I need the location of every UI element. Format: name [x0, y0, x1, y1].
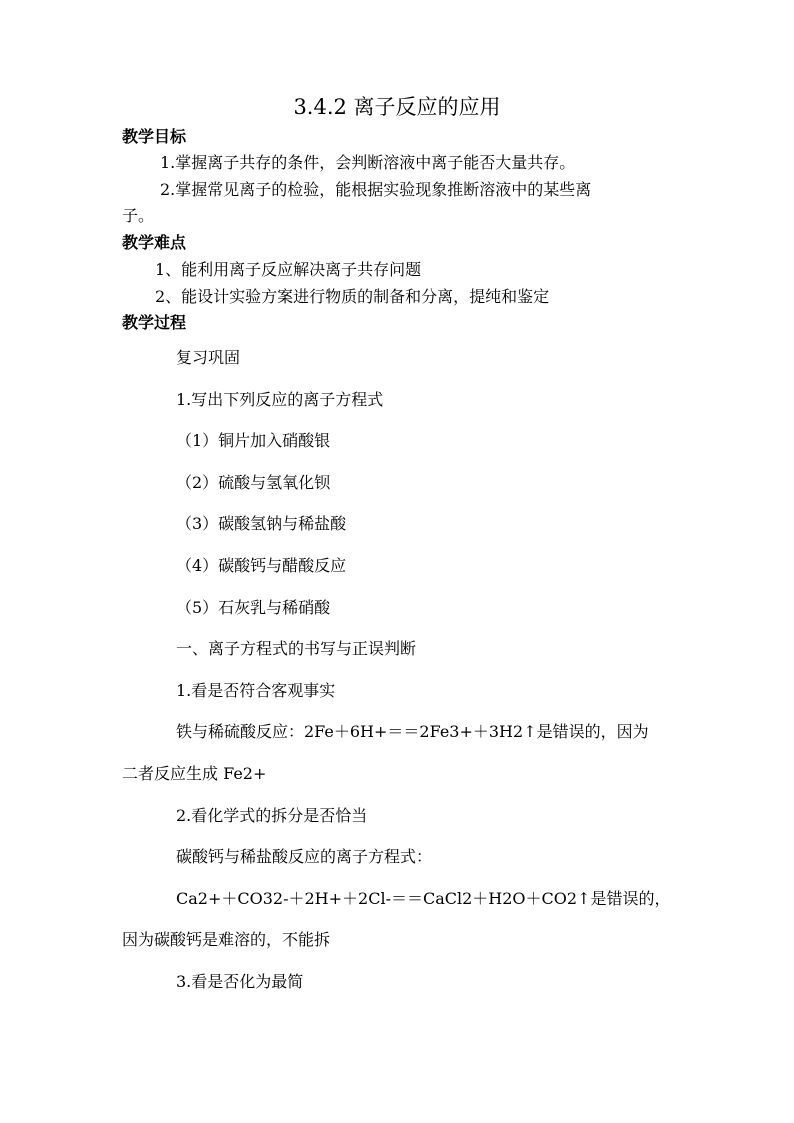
- review-heading: 复习巩固: [176, 348, 241, 367]
- check-3: 3.看是否化为最简: [176, 972, 304, 991]
- example-2-intro: 碳酸钙与稀盐酸反应的离子方程式：: [176, 847, 433, 866]
- check-2: 2.看化学式的拆分是否恰当: [176, 806, 368, 825]
- teaching-goals-heading: 教学目标: [122, 127, 187, 146]
- list-item: （5）石灰乳与稀硝酸: [176, 598, 331, 617]
- teaching-difficulty-heading: 教学难点: [122, 233, 187, 252]
- example-1-line-2: 二者反应生成 Fe2+: [122, 764, 267, 783]
- list-item: （2）硫酸与氢氧化钡: [176, 473, 331, 492]
- difficulty-2: 2、能设计实验方案进行物质的制备和分离，提纯和鉴定: [155, 287, 550, 306]
- example-2-line-2: 因为碳酸钙是难溶的，不能拆: [122, 930, 331, 949]
- teaching-process-heading: 教学过程: [122, 313, 187, 332]
- goal-1: 1.掌握离子共存的条件，会判断溶液中离子能否大量共存。: [160, 153, 576, 172]
- check-1: 1.看是否符合客观事实: [176, 681, 336, 700]
- list-item: （4）碳酸钙与醋酸反应: [176, 556, 347, 575]
- part-1-heading: 一、离子方程式的书写与正误判断: [176, 639, 417, 658]
- example-1-line-1: 铁与稀硫酸反应：2Fe＋6H+＝＝2Fe3+＋3H2↑是错误的，因为: [176, 722, 649, 741]
- example-2-line-1: Ca2+＋CO32-＋2H+＋2Cl-＝＝CaCl2＋H2O＋CO2↑是错误的，: [176, 889, 671, 908]
- goal-2-line-1: 2.掌握常见离子的检验，能根据实验现象推断溶液中的某些离: [160, 180, 592, 199]
- list-item: （1）铜片加入硝酸银: [176, 431, 331, 450]
- page-title: 3.4.2 离子反应的应用: [293, 95, 501, 119]
- question-1: 1.写出下列反应的离子方程式: [176, 390, 384, 409]
- difficulty-1: 1、能利用离子反应解决离子共存问题: [155, 260, 422, 279]
- goal-2-line-2: 子。: [122, 206, 155, 225]
- list-item: （3）碳酸氢钠与稀盐酸: [176, 514, 347, 533]
